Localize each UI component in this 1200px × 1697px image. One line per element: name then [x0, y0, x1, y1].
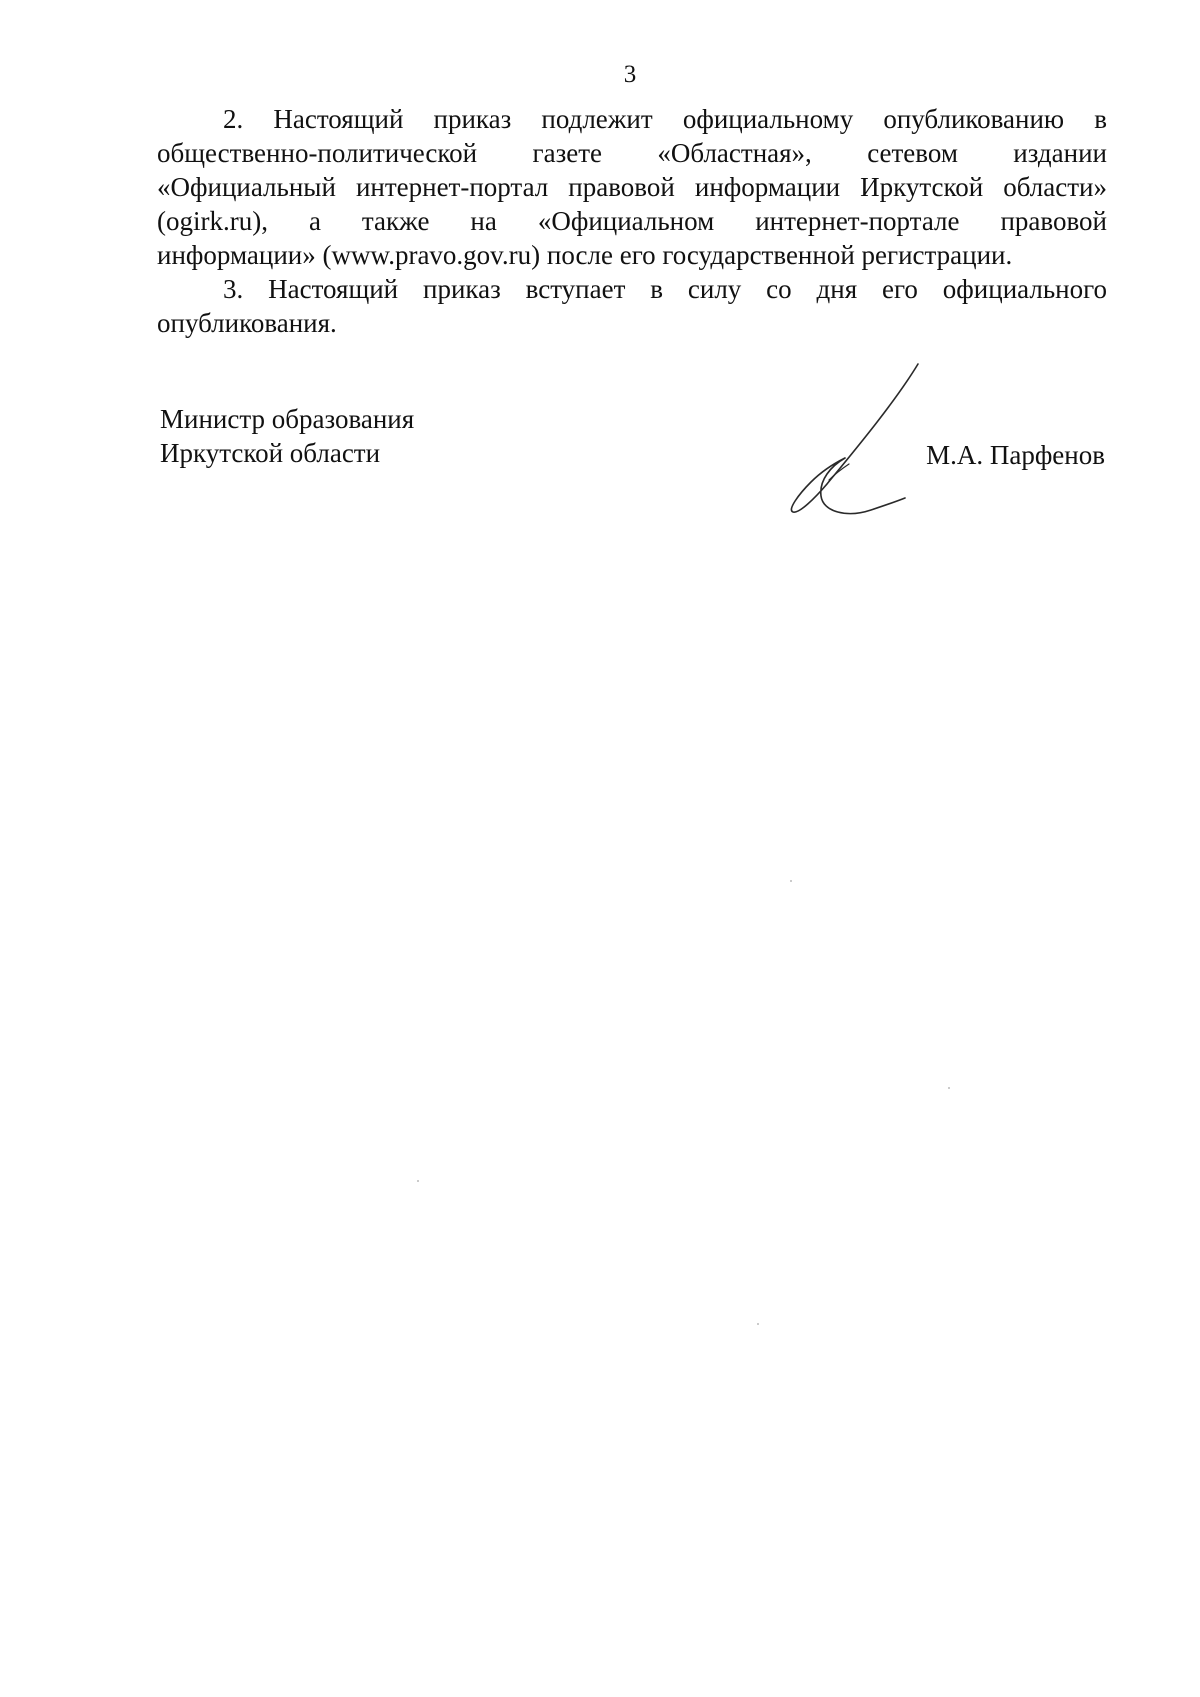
scan-speck — [948, 1087, 950, 1089]
text-line: 2. Настоящий приказ подлежит официальному опубликованию в — [223, 104, 1107, 134]
scan-speck — [790, 880, 792, 882]
text-line: опубликования. — [157, 308, 337, 338]
text-line: общественно-политической газете «Областная», сетевом издании — [157, 138, 1107, 168]
text-line: «Официальный интернет-портал правовой информации Иркутской области» — [157, 172, 1107, 202]
signatory-position — [160, 402, 414, 470]
text-line: информации» (www.pravo.gov.ru) после его государственной регистрации. — [157, 240, 1013, 270]
scan-speck — [757, 1323, 759, 1325]
signature-stroke-detail — [829, 464, 849, 480]
text-line: (ogirk.ru), а также на «Официальном интернет-портале правовой — [157, 206, 1107, 236]
page-number: 3 — [623, 61, 637, 88]
text-line: 3. Настоящий приказ вступает в силу со дня его официального — [223, 274, 1107, 304]
document-body — [157, 102, 1107, 340]
paragraph-2 — [157, 102, 1107, 272]
paragraph-3 — [157, 272, 1107, 340]
signatory-name: М.А. Парфенов — [926, 440, 1105, 470]
scan-speck — [417, 1180, 419, 1182]
signature-stroke-main — [791, 364, 918, 514]
position-line: Иркутской области — [160, 438, 381, 468]
position-line: Министр образования — [160, 404, 415, 434]
